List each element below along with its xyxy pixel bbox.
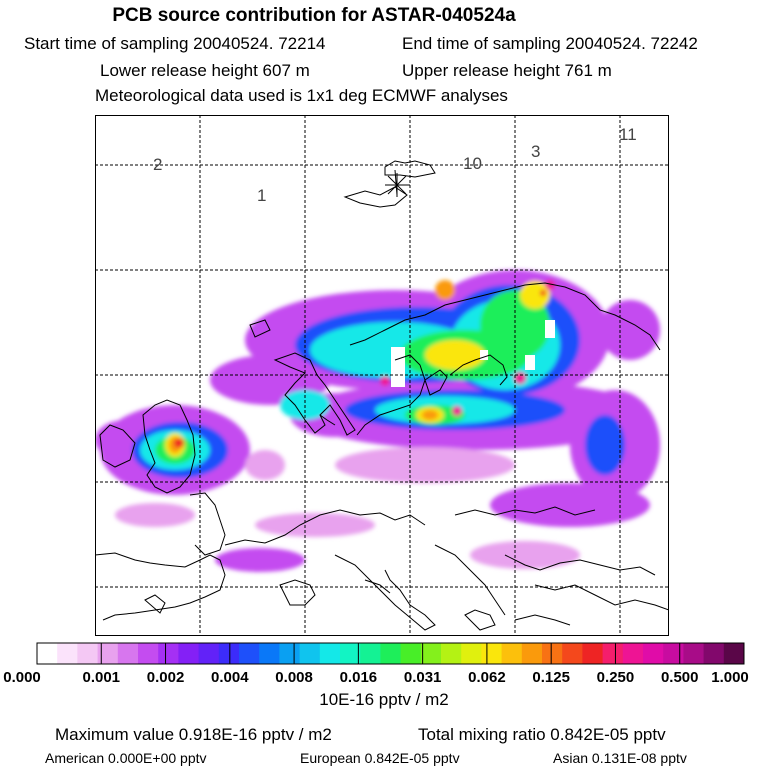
colorbar-swatch [401, 643, 422, 664]
colorbar-tick-label: 0.250 [596, 669, 635, 686]
colorbar-swatch [643, 643, 664, 664]
colorbar-swatch [279, 643, 300, 664]
concentration-map [95, 115, 669, 636]
upper-release-text: Upper release height 761 m [402, 61, 612, 80]
colorbar-swatch [320, 643, 341, 664]
colorbar-swatch [158, 643, 179, 664]
station-label-1: 1 [257, 186, 267, 205]
colorbar-tick-label: 0.004 [211, 669, 249, 686]
colorbar-swatch [259, 643, 280, 664]
colorbar-swatch [663, 643, 684, 664]
colorbar-swatch [623, 643, 644, 664]
colorbar-swatch [704, 643, 725, 664]
station-label-11: 11 [619, 125, 637, 144]
colorbar-tick-label: 1.000 [711, 669, 749, 686]
map-title: PCB source contribution for ASTAR-040524a [112, 5, 516, 26]
american-contribution-text: American 0.000E+00 pptv [45, 750, 207, 766]
colorbar-units: 10E-16 pptv / m2 [319, 690, 449, 709]
colorbar-swatch [77, 643, 98, 664]
colorbar-swatch [683, 643, 704, 664]
colorbar-tick-label: 0.062 [468, 669, 506, 686]
colorbar-swatch [340, 643, 361, 664]
colorbar-tick-label: 0.001 [82, 669, 121, 686]
colorbar-swatch [239, 643, 260, 664]
end-time-text: End time of sampling 20040524. 72242 [402, 34, 698, 53]
met-data-text: Meteorological data used is 1x1 deg ECMWF analyses [95, 86, 508, 105]
station-label-2: 2 [153, 155, 163, 174]
colorbar-swatch [502, 643, 523, 664]
colorbar-swatch [57, 643, 78, 664]
lower-release-text: Lower release height 607 m [100, 61, 310, 80]
colorbar-swatch [461, 643, 482, 664]
colorbar-swatch [300, 643, 321, 664]
asian-contribution-text: Asian 0.131E-08 pptv [553, 750, 687, 766]
colorbar-swatch [522, 643, 543, 664]
colorbar-tick-label: 0.008 [275, 669, 313, 686]
colorbar-swatch [199, 643, 220, 664]
start-time-text: Start time of sampling 20040524. 72214 [24, 34, 326, 53]
max-value-text: Maximum value 0.918E-16 pptv / m2 [55, 725, 332, 744]
colorbar-swatch [178, 643, 199, 664]
colorbar-swatch [441, 643, 462, 664]
station-label-3: 3 [531, 142, 541, 161]
colorbar-swatch [421, 643, 442, 664]
colorbar-swatch [138, 643, 159, 664]
colorbar-swatch [380, 643, 401, 664]
color-scale-bar [0, 640, 768, 670]
total-mixing-text: Total mixing ratio 0.842E-05 pptv [418, 725, 666, 744]
colorbar-swatch [562, 643, 583, 664]
colorbar-tick-label: 0.002 [146, 669, 185, 686]
colorbar-tick-label: 0.125 [532, 669, 570, 686]
colorbar-swatch [582, 643, 603, 664]
colorbar-swatch [724, 643, 745, 664]
colorbar-swatch [481, 643, 502, 664]
colorbar-tick-label: 0.500 [660, 669, 699, 686]
colorbar-swatch [603, 643, 624, 664]
colorbar-swatch [37, 643, 58, 664]
colorbar-swatch [118, 643, 139, 664]
colorbar-tick-label: 0.031 [403, 669, 442, 686]
colorbar-swatch [542, 643, 563, 664]
station-label-10: 10 [463, 154, 482, 173]
colorbar-swatch [360, 643, 381, 664]
colorbar-tick-label: 0.016 [339, 669, 378, 686]
colorbar-swatch [98, 643, 119, 664]
colorbar-tick-label: 0.000 [3, 669, 41, 686]
european-contribution-text: European 0.842E-05 pptv [300, 750, 460, 766]
colorbar-swatch [219, 643, 240, 664]
